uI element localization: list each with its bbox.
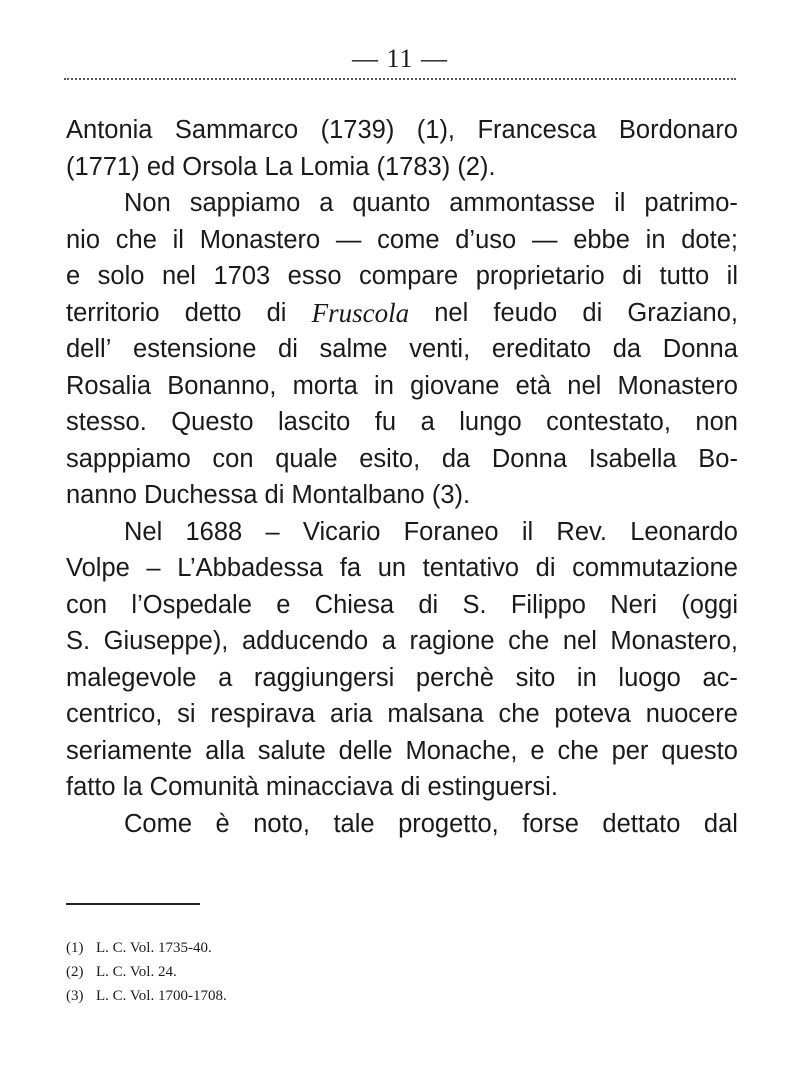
word: un bbox=[377, 554, 407, 582]
word: nio bbox=[66, 225, 101, 254]
word: detto bbox=[184, 298, 242, 327]
word: malsana bbox=[387, 700, 484, 728]
word: (oggi bbox=[681, 590, 738, 619]
word: che bbox=[498, 700, 540, 728]
word: di bbox=[622, 262, 643, 290]
text-line bbox=[66, 769, 738, 806]
word: Orsola bbox=[182, 152, 258, 181]
footnote-mark: (3) bbox=[66, 988, 84, 1004]
word: seriamente bbox=[66, 736, 193, 765]
word: perchè bbox=[415, 663, 494, 692]
word: tutto bbox=[659, 262, 710, 290]
footnote bbox=[66, 960, 227, 984]
footnote bbox=[66, 936, 227, 960]
text-line bbox=[66, 258, 738, 295]
word: dell’ bbox=[66, 335, 112, 363]
word: Montalbano bbox=[291, 481, 425, 509]
word: ragione bbox=[409, 627, 495, 655]
word: tale bbox=[333, 809, 375, 838]
word: a bbox=[381, 627, 396, 655]
text-line bbox=[66, 806, 738, 843]
word: da bbox=[441, 444, 471, 473]
word: (1783) bbox=[376, 152, 451, 181]
word: come bbox=[377, 225, 440, 254]
word: Come bbox=[124, 809, 193, 838]
word: quanto bbox=[352, 189, 431, 217]
italic-word: Fruscola bbox=[311, 297, 410, 328]
word: Monache, bbox=[405, 736, 518, 765]
word: di bbox=[418, 590, 439, 619]
word: di bbox=[535, 554, 556, 582]
word: salute bbox=[257, 736, 326, 765]
word: Rosalia bbox=[66, 371, 152, 400]
text-line bbox=[66, 441, 738, 478]
text-line bbox=[66, 112, 738, 149]
footnote-divider bbox=[66, 903, 200, 905]
word: dettato bbox=[602, 809, 681, 838]
word: Monastero bbox=[199, 225, 321, 254]
word: Leonardo bbox=[630, 517, 738, 546]
word: Bonanno, bbox=[167, 371, 277, 400]
word: territorio bbox=[66, 298, 160, 327]
word: Donna bbox=[662, 335, 738, 363]
word: venti, bbox=[409, 335, 471, 363]
word: poteva bbox=[554, 700, 631, 728]
word: ed bbox=[146, 152, 176, 181]
footnotes bbox=[66, 936, 227, 1008]
word: e bbox=[276, 590, 291, 619]
word: — bbox=[531, 225, 558, 254]
word: Antonia bbox=[66, 116, 153, 144]
word: commutazione bbox=[572, 554, 738, 582]
word: in bbox=[576, 663, 597, 692]
footnote-text: L. C. Vol. 1735-40. bbox=[96, 940, 212, 956]
footnote-text: L. C. Vol. 24. bbox=[96, 964, 177, 980]
word: fatto bbox=[66, 773, 116, 801]
word: Nel bbox=[124, 517, 163, 546]
word: non bbox=[695, 408, 738, 436]
word: a bbox=[319, 189, 334, 217]
word: stesso. bbox=[66, 408, 147, 436]
word: proprietario bbox=[475, 262, 605, 290]
word: estensione bbox=[133, 335, 257, 363]
word: da bbox=[612, 335, 642, 363]
word: (1), bbox=[416, 116, 456, 144]
word: ammontasse bbox=[449, 189, 596, 217]
text-line bbox=[66, 550, 738, 587]
text-line bbox=[66, 477, 738, 514]
word: Rev. bbox=[556, 517, 607, 546]
word: Neri bbox=[610, 590, 658, 619]
word: e bbox=[66, 262, 81, 290]
word: Graziano, bbox=[627, 298, 738, 327]
text-line bbox=[66, 696, 738, 733]
word: alla bbox=[205, 736, 245, 765]
word: nel bbox=[434, 298, 469, 327]
word: giovane bbox=[410, 371, 500, 400]
word: il bbox=[726, 262, 738, 290]
word: con bbox=[66, 590, 108, 619]
word: – bbox=[265, 517, 280, 546]
word: esito, bbox=[359, 444, 421, 473]
word: in bbox=[374, 371, 394, 400]
word: e bbox=[530, 736, 545, 765]
word: (1771) bbox=[66, 152, 140, 181]
word: di bbox=[266, 298, 287, 327]
body-text bbox=[66, 112, 738, 842]
word: lascito bbox=[278, 408, 351, 436]
word: che bbox=[508, 627, 550, 655]
word: malegevole bbox=[66, 663, 197, 692]
text-line bbox=[66, 222, 738, 259]
text-line bbox=[66, 368, 738, 405]
word: che bbox=[557, 736, 599, 765]
word: L’Abbadessa bbox=[177, 554, 324, 582]
word: Monastero, bbox=[610, 627, 738, 655]
word: delle bbox=[338, 736, 393, 765]
word: il bbox=[172, 225, 184, 254]
word: lungo bbox=[459, 408, 522, 436]
word: il bbox=[614, 189, 626, 217]
word: compare bbox=[359, 262, 459, 290]
word: centrico, bbox=[66, 700, 163, 728]
word: sappiamo bbox=[189, 189, 301, 217]
text-line bbox=[66, 149, 738, 186]
word: nel bbox=[161, 262, 196, 290]
word: nel bbox=[567, 371, 602, 400]
word: fa bbox=[339, 554, 362, 582]
word: Giuseppe), bbox=[103, 627, 229, 655]
word: che bbox=[115, 225, 157, 254]
word: Monastero bbox=[617, 371, 738, 400]
word: sapppiamo bbox=[66, 444, 191, 473]
footnote-text: L. C. Vol. 1700-1708. bbox=[96, 988, 227, 1004]
word: estinguersi. bbox=[427, 773, 558, 801]
word: minacciava bbox=[265, 773, 394, 801]
word: Comunità bbox=[149, 773, 259, 801]
word: tentativo bbox=[422, 554, 520, 582]
word: feudo bbox=[493, 298, 558, 327]
word: respirava bbox=[210, 700, 316, 728]
word: aria bbox=[330, 700, 373, 728]
word: d’uso bbox=[455, 225, 517, 254]
word: nuocere bbox=[645, 700, 738, 728]
word: forse bbox=[522, 809, 579, 838]
word: Bordonaro bbox=[618, 116, 738, 144]
word: contestato, bbox=[546, 408, 671, 436]
word: 1703 bbox=[213, 262, 271, 290]
word: di bbox=[582, 298, 603, 327]
word: raggiungersi bbox=[253, 663, 395, 692]
text-line bbox=[66, 404, 738, 441]
word: Non bbox=[124, 189, 171, 217]
word: nanno bbox=[66, 481, 137, 509]
word: ebbe bbox=[573, 225, 630, 254]
word: luogo bbox=[618, 663, 681, 692]
word: l’Ospedale bbox=[131, 590, 252, 619]
word: età bbox=[515, 371, 552, 400]
word: di bbox=[264, 481, 285, 509]
text-line bbox=[66, 514, 738, 551]
word: — bbox=[335, 225, 362, 254]
word: 1688 bbox=[185, 517, 243, 546]
footnote bbox=[66, 984, 227, 1008]
word: di bbox=[400, 773, 421, 801]
word: è bbox=[215, 809, 230, 838]
word: salme bbox=[319, 335, 388, 363]
word: Volpe bbox=[66, 554, 130, 582]
word: Filippo bbox=[510, 590, 586, 619]
word: noto, bbox=[253, 809, 310, 838]
word: Francesca bbox=[477, 116, 597, 144]
word: (3). bbox=[431, 481, 471, 509]
word: fu bbox=[374, 408, 397, 436]
word: Bo- bbox=[698, 444, 738, 473]
word: dote; bbox=[681, 225, 738, 254]
word: nel bbox=[562, 627, 597, 655]
word: di bbox=[278, 335, 298, 363]
word: sito bbox=[515, 663, 556, 692]
word: per bbox=[611, 736, 649, 765]
word: Isabella bbox=[588, 444, 677, 473]
page-number: — 11 — bbox=[351, 44, 449, 73]
word: il bbox=[521, 517, 534, 546]
word: ac- bbox=[702, 663, 738, 692]
text-line bbox=[66, 587, 738, 624]
word: a bbox=[420, 408, 435, 436]
text-line bbox=[66, 295, 738, 332]
text-line bbox=[66, 660, 738, 697]
word: a bbox=[218, 663, 233, 692]
word: La bbox=[264, 152, 293, 181]
text-line bbox=[66, 185, 738, 222]
word: Chiesa bbox=[314, 590, 395, 619]
word: Vicario bbox=[302, 517, 381, 546]
word: Duchessa bbox=[144, 481, 258, 509]
footnote-mark: (2) bbox=[66, 964, 84, 980]
text-line bbox=[66, 623, 738, 660]
word: questo bbox=[661, 736, 738, 765]
header-divider bbox=[64, 78, 736, 80]
footnote-mark: (1) bbox=[66, 940, 84, 956]
word: adducendo bbox=[241, 627, 369, 655]
word: solo bbox=[97, 262, 145, 290]
word: – bbox=[146, 554, 161, 582]
word: esso bbox=[287, 262, 342, 290]
word: si bbox=[177, 700, 196, 728]
word: Questo bbox=[171, 408, 254, 436]
word: S. bbox=[462, 590, 487, 619]
word: Donna bbox=[491, 444, 568, 473]
word: con bbox=[212, 444, 254, 473]
word: quale bbox=[275, 444, 338, 473]
word: (1739) bbox=[320, 116, 395, 144]
word: ereditato bbox=[491, 335, 592, 363]
word: in bbox=[645, 225, 666, 254]
text-line bbox=[66, 733, 738, 770]
word: la bbox=[122, 773, 143, 801]
word: morta bbox=[292, 371, 358, 400]
word: progetto, bbox=[398, 809, 499, 838]
word: Lomia bbox=[299, 152, 370, 181]
word: S. bbox=[66, 627, 91, 655]
word: patrimo- bbox=[644, 189, 738, 217]
word: (2). bbox=[457, 152, 496, 181]
text-line bbox=[66, 331, 738, 368]
word: Sammarco bbox=[174, 116, 299, 144]
word: dal bbox=[703, 809, 738, 838]
word: Foraneo bbox=[403, 517, 499, 546]
